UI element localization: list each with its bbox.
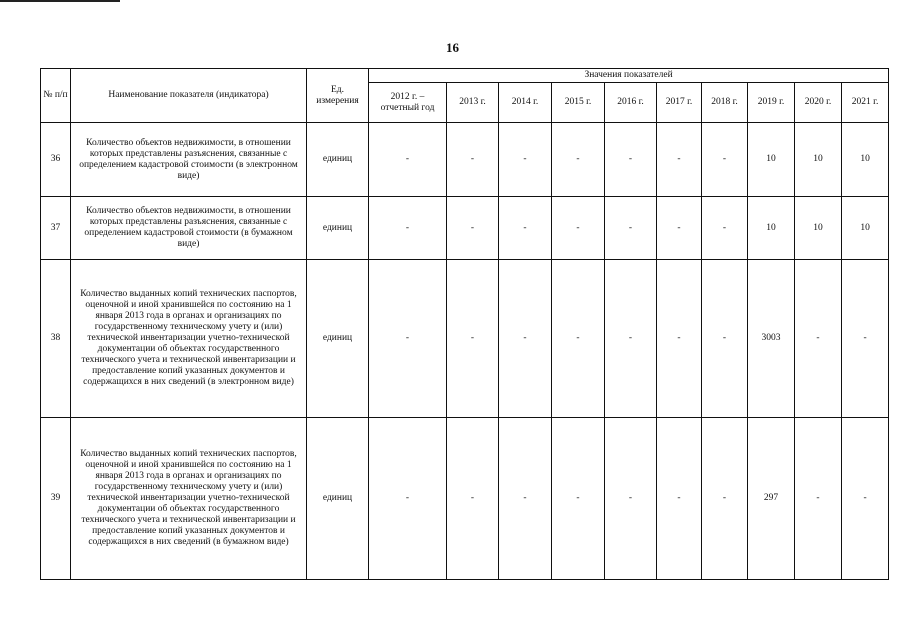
header-year: 2020 г. [795,83,842,123]
value-cell: - [842,260,889,418]
value-cell: - [552,197,605,260]
value-cell: - [447,123,499,197]
value-cell: 10 [795,197,842,260]
value-cell: - [657,123,702,197]
table-row [41,260,889,418]
table-row [41,123,889,197]
value-cell: - [702,260,748,418]
table-row [41,197,889,260]
value-cell: 3003 [748,260,795,418]
header-unit: Ед. измерения [307,69,369,123]
header-year: 2019 г. [748,83,795,123]
value-cell: - [499,418,552,580]
header-year: 2017 г. [657,83,702,123]
value-cell: - [552,260,605,418]
value-cell: - [702,123,748,197]
value-cell: - [447,260,499,418]
value-cell: 10 [748,197,795,260]
value-cell: - [795,418,842,580]
value-cell: - [702,197,748,260]
value-cell: - [702,418,748,580]
value-cell: - [657,197,702,260]
value-cell: 10 [748,123,795,197]
unit-cell: единиц [307,418,369,580]
header-year: 2012 г. – отчетный год [369,83,447,123]
header-year: 2018 г. [702,83,748,123]
page-number: 16 [446,40,459,55]
value-cell: 10 [842,123,889,197]
top-rule [0,0,120,2]
row-number: 37 [41,197,71,260]
value-cell: 10 [795,123,842,197]
header-indicator-name: Наименование показателя (индикатора) [71,69,307,123]
unit-cell: единиц [307,123,369,197]
value-cell: 10 [842,197,889,260]
indicator-name: Количество объектов недвижимости, в отношении которых представлены разъяснения, связанные с определением кадастровой стоимости (в электронном виде) [71,123,307,197]
header-year: 2013 г. [447,83,499,123]
row-number: 36 [41,123,71,197]
header-number: № п/п [41,69,71,123]
row-number: 39 [41,418,71,580]
unit-cell: единиц [307,260,369,418]
value-cell: - [447,418,499,580]
value-cell: - [369,418,447,580]
header-year: 2016 г. [605,83,657,123]
header-values-group: Значения показателей [369,69,889,83]
value-cell: - [842,418,889,580]
value-cell: - [369,197,447,260]
row-number: 38 [41,260,71,418]
indicators-table [40,68,889,580]
table-row [41,418,889,580]
value-cell: - [605,260,657,418]
value-cell: - [369,123,447,197]
value-cell: - [795,260,842,418]
value-cell: - [657,418,702,580]
header-year: 2015 г. [552,83,605,123]
value-cell: 297 [748,418,795,580]
value-cell: - [552,418,605,580]
indicator-name: Количество выданных копий технических паспортов, оценочной и иной хранившейся по состоянию на 1 января 2013 года в органах и организациях по государственному техническому учету и (или) технической инвентаризации учетно-технической документации об объектах государственного технического учета и технической инвентаризации и предоставление копий указанных документов и содержащихся в них сведений (в бумажном виде) [71,418,307,580]
header-year: 2021 г. [842,83,889,123]
value-cell: - [499,260,552,418]
indicator-name: Количество выданных копий технических паспортов, оценочной и иной хранившейся по состоянию на 1 января 2013 года в органах и организациях по государственному техническому учету и (или) технической инвентаризации учетно-технической документации об объектах государственного технического учета и технической инвентаризации и предоставление копий указанных документов и содержащихся в них сведений (в электронном виде) [71,260,307,418]
header-year: 2014 г. [499,83,552,123]
value-cell: - [605,123,657,197]
value-cell: - [369,260,447,418]
value-cell: - [552,123,605,197]
value-cell: - [499,197,552,260]
unit-cell: единиц [307,197,369,260]
value-cell: - [657,260,702,418]
value-cell: - [447,197,499,260]
value-cell: - [605,197,657,260]
indicator-name: Количество объектов недвижимости, в отношении которых представлены разъяснения, связанные с определением кадастровой стоимости (в бумажном виде) [71,197,307,260]
value-cell: - [499,123,552,197]
value-cell: - [605,418,657,580]
